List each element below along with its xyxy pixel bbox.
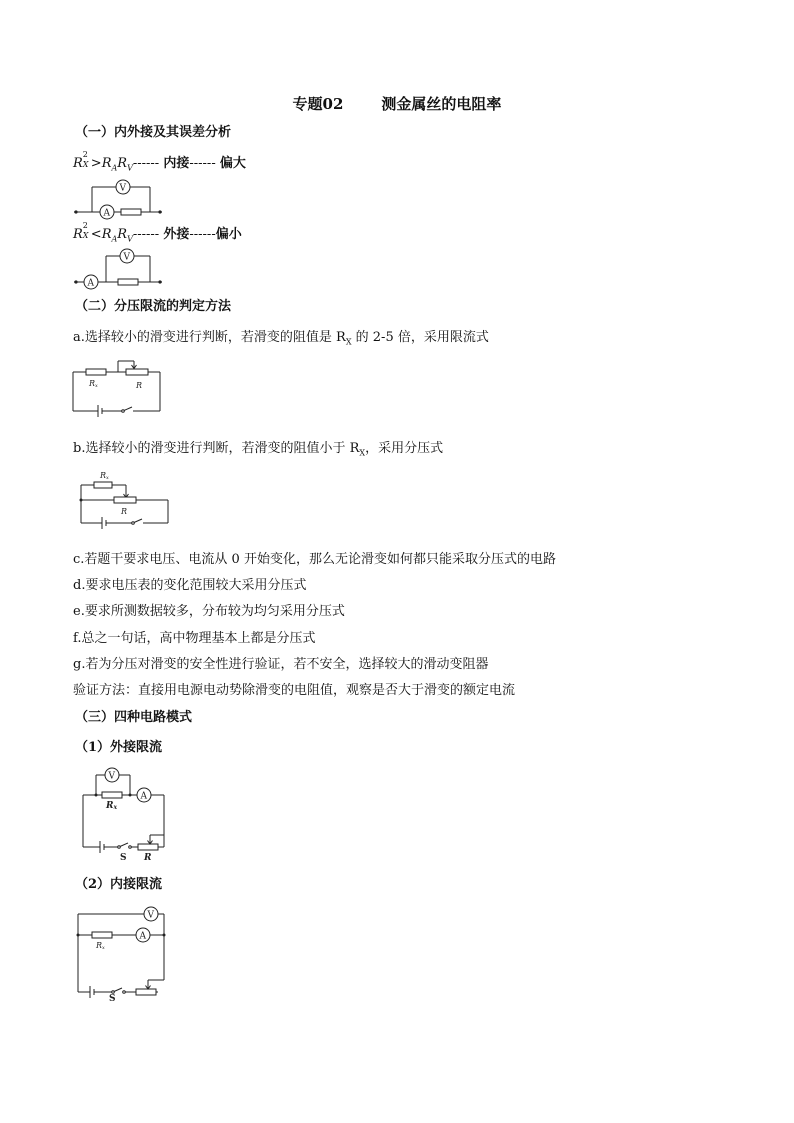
formula-base: R [73,156,83,171]
rx-label: Rx [100,471,109,481]
rule-b-tail: ，采用分压式 [365,441,444,456]
rule-b-text: b.选择较小的滑变进行判断，若滑变的阻值小于 R [73,441,360,456]
section-2-heading: （二）分压限流的判定方法 [75,299,232,314]
rule-e: e.要求所测数据较多，分布较为均匀采用分压式 [73,604,345,619]
formula-sub: X [82,231,89,240]
rule-c: c.若题干要求电压、电流从 0 开始变化，那么无论滑变如何都只能采取分压式的电路 [73,552,556,567]
rx-label: Rx [96,941,105,951]
ammeter-label: A [139,931,146,942]
formula-sub-v: V [127,234,133,244]
title-prefix: 专题02 [292,95,344,113]
ammeter-label: A [140,791,147,802]
formula-op: >R [90,156,112,171]
formula-sub-a: A [111,234,118,244]
switch-icon [124,407,132,411]
resistor-rx-icon [86,369,106,375]
rheostat-icon [114,497,136,503]
formula-sup: 2 [82,150,88,159]
formula-dashes: ------ [132,227,164,242]
voltmeter-label: V [119,183,126,194]
formula-dashes: ------ [189,156,220,171]
section-3-heading: （三）四种电路模式 [75,710,193,725]
condition-outer-connection [73,221,242,244]
circuit-inner-connection [74,178,164,218]
formula-sub-a: A [111,163,118,173]
verification-method: 验证方法：直接用电源电动势除滑变的电阻值，观察是否大于滑变的额定电流 [73,683,516,698]
rule-b [73,442,443,458]
circuit-inner-limiting [76,904,168,1004]
ammeter-label: A [87,278,94,289]
resistor-rx-icon [102,792,122,798]
rx-label: Rx [89,379,98,389]
voltmeter-label: V [123,252,130,263]
resistor-rx-icon [94,482,112,488]
circuit-limiting [72,358,168,416]
title-main: 测金属丝的电阻率 [381,95,502,113]
formula-op: <R [90,227,112,242]
s-label: S [109,994,116,1004]
formula-sub: X [82,160,89,169]
condition-inner-connection [73,150,246,173]
method-label: 内接 [163,156,190,171]
s-label: S [120,853,127,863]
circuit-outer-limiting [82,765,168,861]
rx-label: Rx [106,801,118,811]
formula-sub-v: V [127,163,133,173]
rule-a-sub: X [345,337,352,347]
resistor-rx-icon [92,932,112,938]
resistor-icon [121,209,141,215]
switch-icon [114,988,122,992]
formula-dashes: ------ [132,156,164,171]
section-1-heading: （一）内外接及其误差分析 [75,125,232,140]
ammeter-label: A [103,208,110,219]
rheostat-icon [126,369,148,375]
voltmeter-label: V [108,771,115,782]
formula-sup: 2 [82,221,88,230]
r-label: R [144,853,152,863]
page-title [0,97,794,112]
r-label: R [121,507,128,516]
rule-d: d.要求电压表的变化范围较大采用分压式 [73,578,307,593]
rule-a [73,331,489,347]
formula-base: R [73,227,83,242]
switch-icon [134,519,142,523]
resistor-icon [118,279,138,285]
circuit-outer-connection [74,248,164,290]
method-label: 外接 [163,227,190,242]
circuit-divider [80,467,172,529]
switch-icon [120,843,128,847]
rule-a-tail: 的 2-5 倍，采用限流式 [351,330,489,345]
rule-f: f.总之一句话，高中物理基本上都是分压式 [73,631,316,646]
rheostat-icon [136,989,156,995]
rule-g: g.若为分压对滑变的安全性进行验证，若不安全，选择较大的滑动变阻器 [73,657,489,672]
subsection-outer-limiting: （1）外接限流 [75,740,163,755]
formula-r: R [117,156,128,171]
r-label: R [136,381,143,390]
voltmeter-label: V [147,910,154,921]
rule-b-sub: X [359,448,366,458]
subsection-inner-limiting: （2）内接限流 [75,877,163,892]
rule-a-text: a.选择较小的滑变进行判断，若滑变的阻值是 R [73,330,346,345]
error-label: 偏大 [219,156,246,171]
rheostat-icon [138,844,158,850]
error-label: 偏小 [215,227,242,242]
formula-r: R [117,227,128,242]
formula-dashes: ------ [189,227,216,242]
